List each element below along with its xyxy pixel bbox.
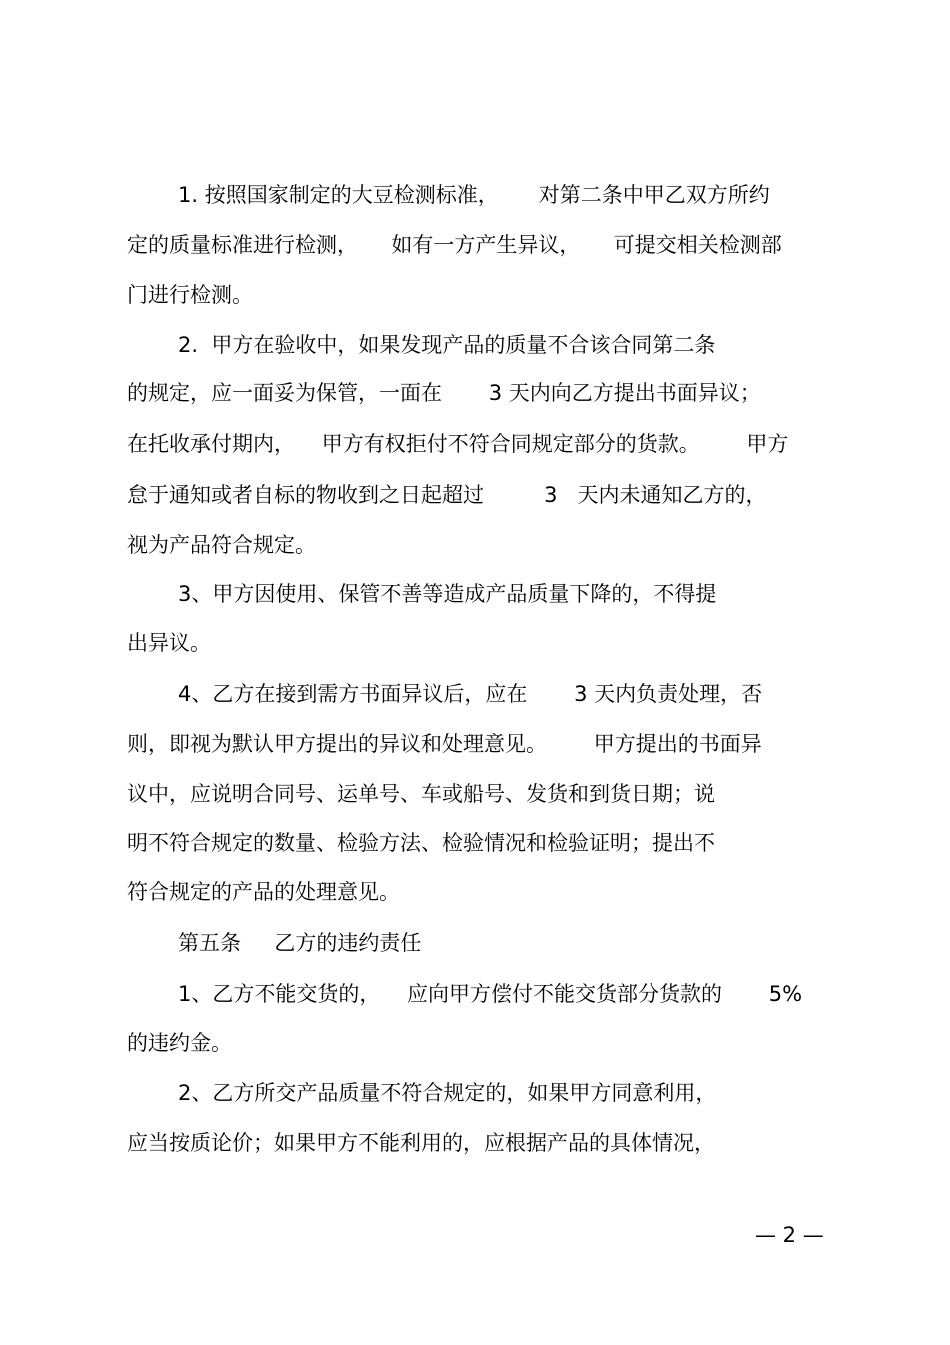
text-line-12: 则，即视为默认甲方提出的异议和处理意见。 甲方提出的书面异: [127, 732, 762, 756]
text-line-4: 2. 甲方在验收中，如果发现产品的质量不合该合同第二条: [178, 333, 716, 357]
text-line-8: 视为产品符合规定。: [127, 533, 316, 557]
text-line-20: 应当按质论价；如果甲方不能利用的，应根据产品的具体情况，: [127, 1131, 715, 1155]
text-line-11: 4、乙方在接到需方书面异议后，应在 3 天内负责处理，否: [178, 682, 763, 706]
text-line-2: 定的质量标准进行检测， 如有一方产生异议， 可提交相关检测部: [127, 233, 782, 257]
text-line-13: 议中，应说明合同号、运单号、车或船号、发货和到货日期；说: [127, 782, 715, 806]
text-line-6: 在托收承付期内， 甲方有权拒付不符合同规定部分的货款。 甲方: [127, 432, 789, 456]
text-line-14: 明不符合规定的数量、检验方法、检验情况和检验证明；提出不: [127, 831, 715, 855]
text-line-15: 符合规定的产品的处理意见。: [127, 880, 400, 904]
text-line-3: 门进行检测。: [127, 283, 253, 307]
text-line-7: 怠于通知或者自标的物收到之日起超过 3 天内未通知乙方的，: [127, 483, 767, 507]
text-line-18: 的违约金。: [127, 1031, 232, 1055]
text-line-19: 2、乙方所交产品质量不符合规定的，如果甲方同意利用，: [178, 1081, 717, 1105]
page-number: — 2 —: [755, 1223, 824, 1247]
text-line-5: 的规定，应一面妥为保管，一面在 3 天内向乙方提出书面异议；: [127, 381, 761, 405]
text-line-10: 出异议。: [127, 631, 211, 655]
text-line-9: 3、甲方因使用、保管不善等造成产品质量下降的，不得提: [178, 582, 717, 606]
text-line-17: 1、乙方不能交货的， 应向甲方偿付不能交货部分货款的 5%: [178, 982, 803, 1006]
section-heading: 第五条 乙方的违约责任: [178, 931, 422, 955]
text-line-1: 1. 按照国家制定的大豆检测标准， 对第二条中甲乙双方所约: [178, 183, 770, 207]
